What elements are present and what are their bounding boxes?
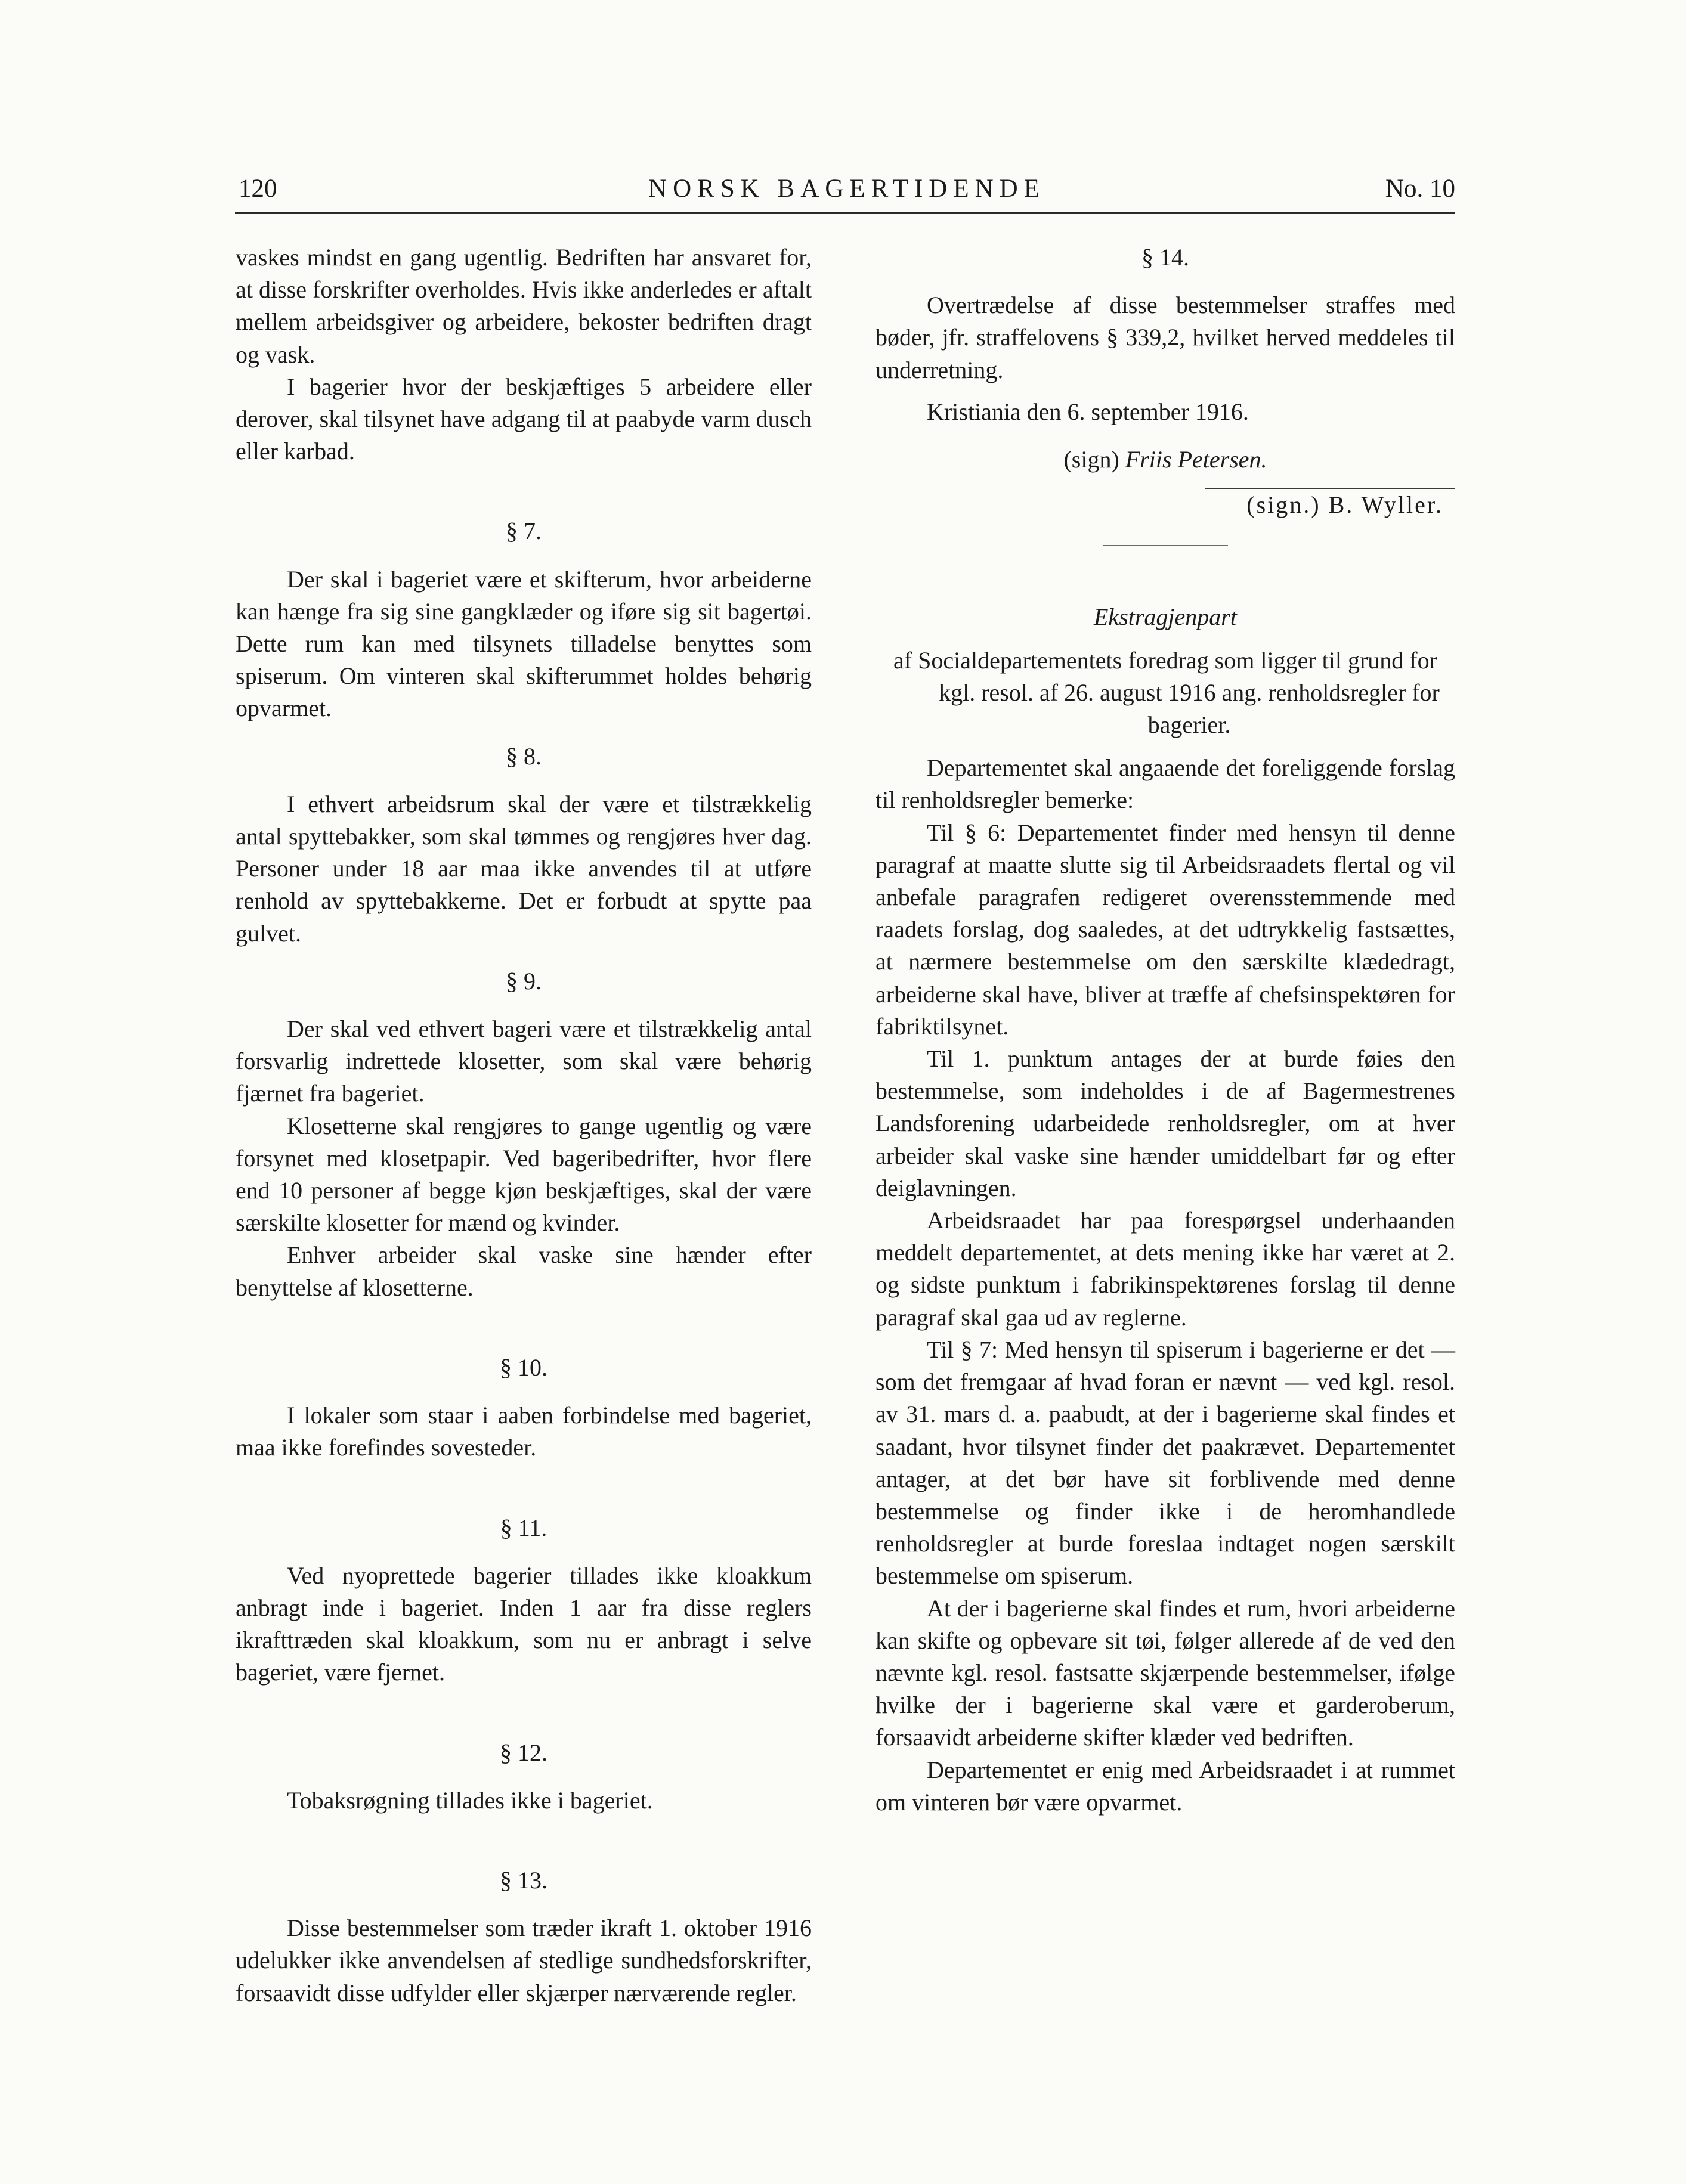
paragraph: Arbeidsraadet har paa forespørgsel underhaanden meddelt departementet, at dets mening ikke har været at 2. og sidste punktum i fabrikinspektørenes forslag til denne paragraf skal gaa ud av reglerne.: [876, 1207, 1455, 1331]
page-number: 120: [239, 175, 277, 203]
section-heading-10: § 10.: [500, 1353, 547, 1381]
paragraph: Til § 7: Med hensyn til spiserum i bagerierne er det — som det fremgaar af hvad foran er nævnt — ved kgl. resol. av 31. mars d. a. paabudt, at der i bagerierne skal findes et saadant, hvor tilsynet finder det paakrævet. Departementet antager, at det bør have sit forblivende med denne bestemmelse og finder ikke i de heromhandlede renholdsregler at burde foreslaa indtaget nogen særskilt bestemmelse om spiserum.: [876, 1336, 1455, 1590]
paragraph: Tobaksrøgning tillades ikke i bageriet.: [287, 1786, 653, 1814]
section-heading-8: § 8.: [506, 742, 542, 770]
section-heading-13: § 13.: [500, 1866, 547, 1894]
paragraph: vaskes mindst en gang ugentlig. Bedriften har ansvaret for, at disse forskrifter overholdes. Hvis ikke anderledes er aftalt mellem arbeidsgiver og arbeidere, bekoster bedriften dragt og vask.: [236, 244, 812, 368]
paragraph: Klosetterne skal rengjøres to gange ugentlig og være forsynet med klosetpapir. Ved bageribedrifter, hvor flere end 10 personer af begge kjøn beskjæftiges, skal der være særskilte klosetter for mænd og kvinder.: [236, 1112, 812, 1237]
section-heading-14: § 14.: [1141, 244, 1189, 271]
signature-wyller: (sign.) B. Wyller.: [1246, 491, 1443, 519]
paragraph: I bagerier hvor der beskjæftiges 5 arbeidere eller derover, skal tilsynet have adgang til at paabyde varm dusch eller karbad.: [236, 373, 812, 465]
paragraph: Til § 6: Departementet finder med hensyn til denne paragraf at maatte slutte sig til Arbeidsraadets flertal og vil anbefale paragrafen redigeret overensstemmende med raadets forslag, dog saaledes, at det udtrykkelig fastsættes, at nærmere bestemmelse om den særskilte klædedragt, arbeiderne skal have, bliver at træffe af chefsinspektøren for fabriktilsynet.: [876, 819, 1455, 1040]
paragraph: Departementet er enig med Arbeidsraadet i at rummet om vinteren bør være opvarmet.: [876, 1756, 1455, 1816]
paragraph: Disse bestemmelser som træder ikraft 1. oktober 1916 udelukker ikke anvendelsen af stedlige sundhedsforskrifter, forsaavidt disse udfylder eller skjærper nærværende regler.: [236, 1915, 812, 2006]
section-heading-11: § 11.: [500, 1514, 547, 1541]
extract-subtitle: af Socialdepartementets foredrag som ligger til grund for kgl. resol. af 26. august 1916 ang. renholdsregler for bagerier.: [893, 646, 1440, 739]
issue-number: No. 10: [1385, 175, 1455, 203]
dateline: Kristiania den 6. september 1916.: [927, 398, 1249, 425]
left-column: [236, 241, 812, 2009]
paragraph: Departementet skal angaaende det foreliggende forslag til renholdsregler bemerke:: [876, 754, 1455, 814]
signatory-name: Friis Petersen.: [1125, 446, 1267, 473]
section-heading-7: § 7.: [506, 518, 542, 545]
paragraph: Der skal i bageriet være et skifterum, hvor arbeiderne kan hænge fra sig sine gangklæder og iføre sig sit bagertøi. Dette rum kan med tilsynets tilladelse benyttes som spiserum. Om vinteren skal skifterummet holdes behørig opvarmet.: [236, 565, 812, 722]
signature-friis-petersen: [876, 444, 1455, 476]
page-header: [239, 174, 1455, 210]
journal-title: NORSK BAGERTIDENDE: [648, 175, 1045, 203]
paragraph: Overtrædelse af disse bestemmelser straffes med bøder, jfr. straffelovens § 339,2, hvilket herved meddeles til underretning.: [876, 292, 1455, 383]
paragraph: I lokaler som staar i aaben forbindelse med bageriet, maa ikke forefindes sovesteder.: [236, 1402, 812, 1461]
paragraph: At der i bagerierne skal findes et rum, hvori arbeiderne kan skifte og opbevare sit tøi, følger allerede af de ved den nævnte kgl. resol. fastsatte skjærpende bestemmelser, ifølge hvilke der i bagerierne skal være et garderoberum, forsaavidt arbeiderne skifter klæder ved bedriften.: [876, 1594, 1455, 1751]
section-heading-9: § 9.: [506, 967, 542, 995]
section-heading-12: § 12.: [500, 1739, 547, 1766]
paragraph: Til 1. punktum antages der at burde føies den bestemmelse, som indeholdes i de af Bagermestrenes Landsforening udarbeidede renholdsregler, om at hver arbeider skal vaske sine hænder umiddelbart før og efter deiglavningen.: [876, 1045, 1455, 1201]
paragraph: Ved nyoprettede bagerier tillades ikke kloakkum anbragt inde i bageriet. Inden 1 aar fra disse reglers ikrafttræden skal kloakkum, som nu er anbragt i selve bageriet, være fjernet.: [236, 1562, 812, 1686]
paragraph: I ethvert arbeidsrum skal der være et tilstrækkelig antal spyttebakker, som skal tømmes og rengjøres hver dag. Personer under 18 aar maa ikke anvendes til at utføre renhold av spyttebakkerne. Det er forbudt at spytte paa gulvet.: [236, 790, 812, 947]
header-rule: [235, 212, 1455, 214]
sign-prefix: (sign): [1063, 446, 1119, 473]
right-column: [876, 241, 1455, 1819]
extract-title: Ekstragjenpart: [1094, 603, 1237, 631]
paragraph: Enhver arbeider skal vaske sine hænder efter benyttelse af klosetterne.: [236, 1241, 812, 1301]
paragraph: Der skal ved ethvert bageri være et tilstrækkelig antal forsvarlig indrettede klosetter, som skal være behørig fjærnet fra bageriet.: [236, 1015, 812, 1107]
